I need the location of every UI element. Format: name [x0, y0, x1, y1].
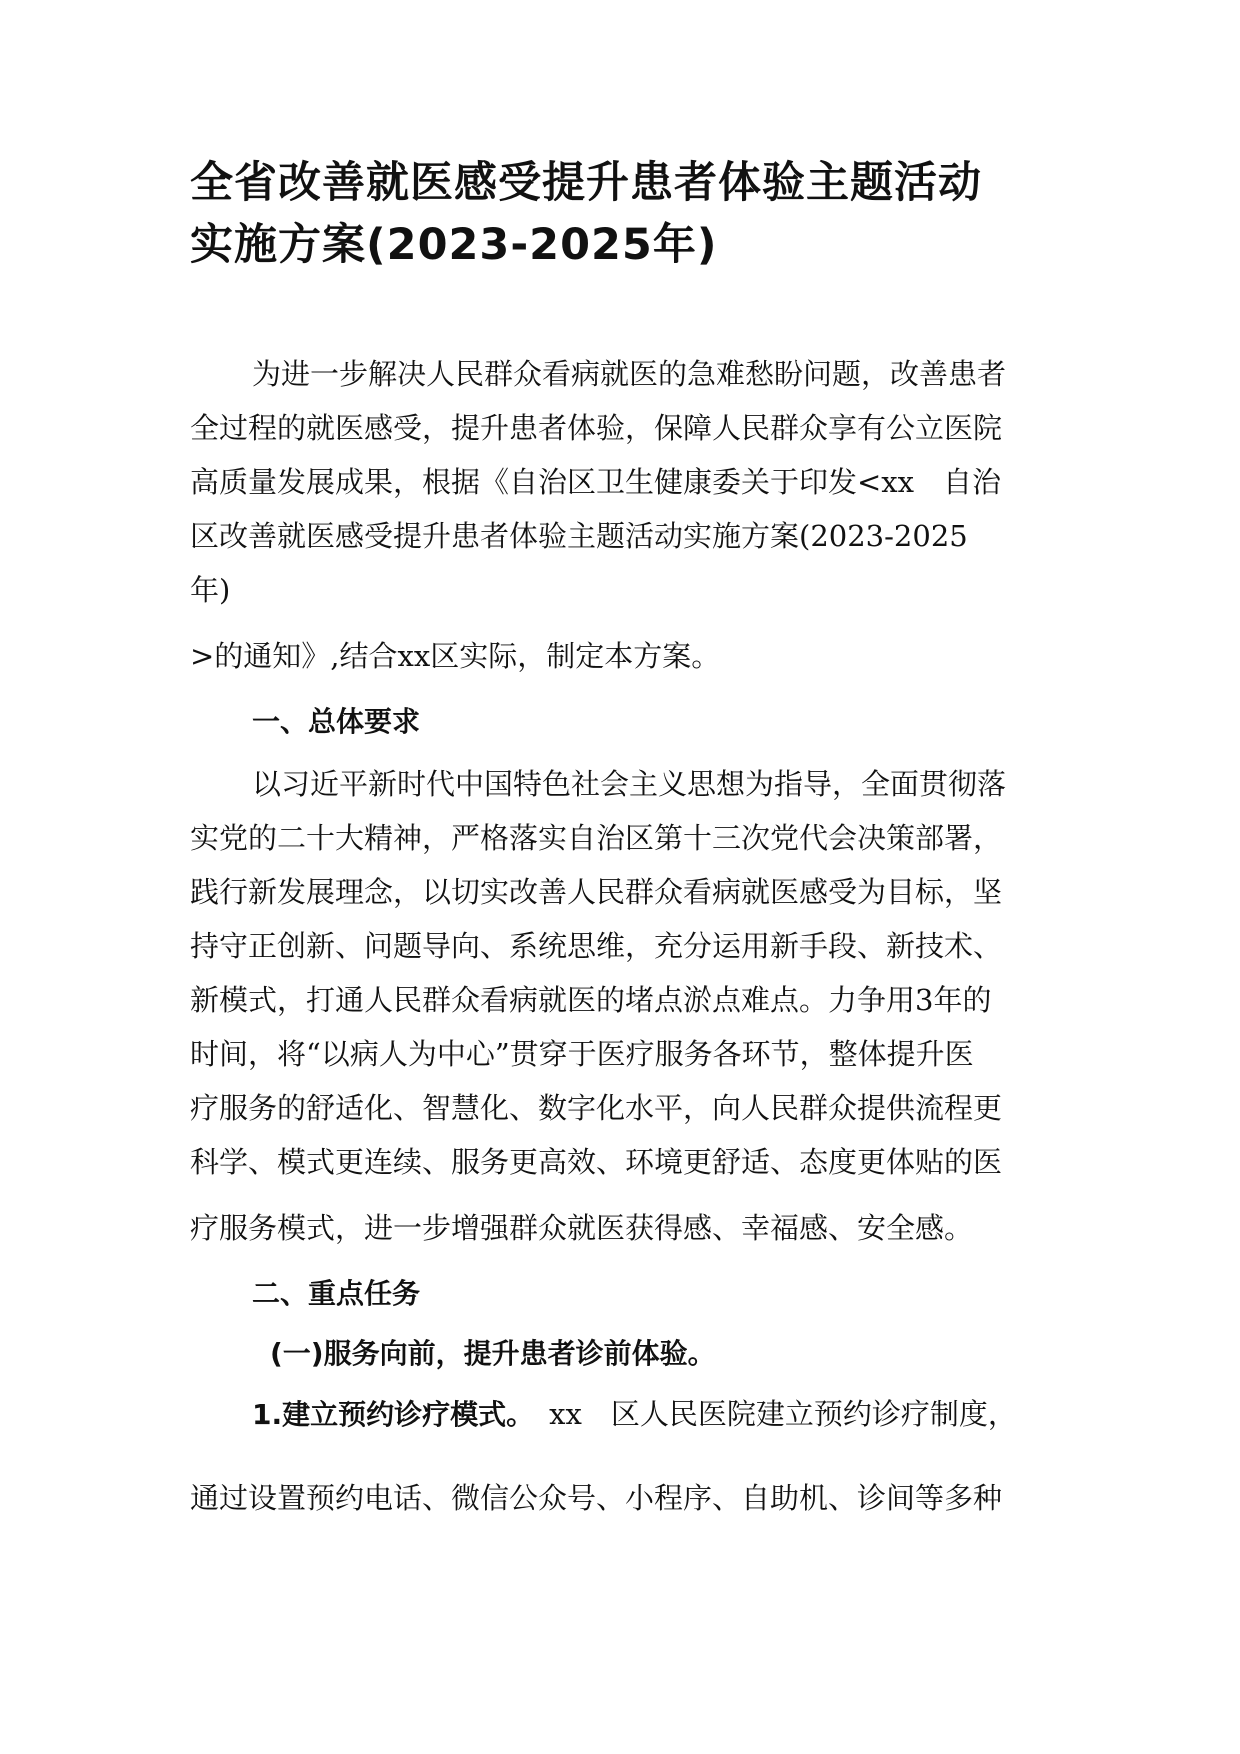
section1-line-4: 持守正创新、问题导向、系统思维，充分运用新手段、新技术、 — [190, 929, 1003, 963]
intro-line-5: 年) — [190, 573, 231, 607]
section1-line-7: 疗服务的舒适化、智慧化、数字化水平，向人民群众提供流程更 — [190, 1091, 1003, 1125]
section1-line-1: 以习近平新时代中国特色社会主义思想为指导，全面贯彻落 — [252, 767, 1007, 801]
section1-line-2: 实党的二十大精神，严格落实自治区第十三次党代会决策部署， — [190, 821, 1003, 855]
subsection1-heading: (一)服务向前，提升患者诊前体验。 — [270, 1337, 716, 1370]
item1-line — [252, 1392, 1017, 1437]
section1-line-3: 践行新发展理念，以切实改善人民群众看病就医感受为目标，坚 — [190, 875, 1003, 909]
intro-line-2: 全过程的就医感受，提升患者体验，保障人民群众享有公立医院 — [190, 411, 1003, 445]
section1-line-5: 新模式，打通人民群众看病就医的堵点淤点难点。力争用3年的 — [190, 983, 992, 1017]
title-line-1: 全省改善就医感受提升患者体验主题活动 — [190, 158, 982, 208]
section1-line-9: 疗服务模式，进一步增强群众就医获得感、幸福感、安全感。 — [190, 1211, 974, 1245]
document-title — [190, 152, 1090, 276]
intro-line-4: 区改善就医感受提升患者体验主题活动实施方案(2023-2025 — [190, 519, 968, 553]
section1-line-8: 科学、模式更连续、服务更高效、环境更舒适、态度更体贴的医 — [190, 1145, 1003, 1179]
section1-line-6: 时间，将“以病人为中心”贯穿于医疗服务各环节，整体提升医 — [190, 1037, 974, 1071]
section2-heading: 二、重点任务 — [252, 1277, 421, 1310]
section1-heading: 一、总体要求 — [252, 705, 421, 738]
item1-text: xx 区人民医院建立预约诊疗制度， — [520, 1397, 1017, 1431]
item1-next-line: 通过设置预约电话、微信公众号、小程序、自助机、诊间等多种 — [190, 1481, 1003, 1515]
intro-line-3: 高质量发展成果，根据《自治区卫生健康委关于印发<xx 自治 — [190, 465, 1002, 499]
item1-heading: 1.建立预约诊疗模式。 — [252, 1398, 521, 1431]
intro-line-1: 为进一步解决人民群众看病就医的急难愁盼问题，改善患者 — [252, 357, 1007, 391]
intro-line-6: >的通知》,结合xx区实际，制定本方案。 — [190, 639, 721, 673]
title-line-2: 实施方案(2023-2025年) — [190, 220, 718, 270]
